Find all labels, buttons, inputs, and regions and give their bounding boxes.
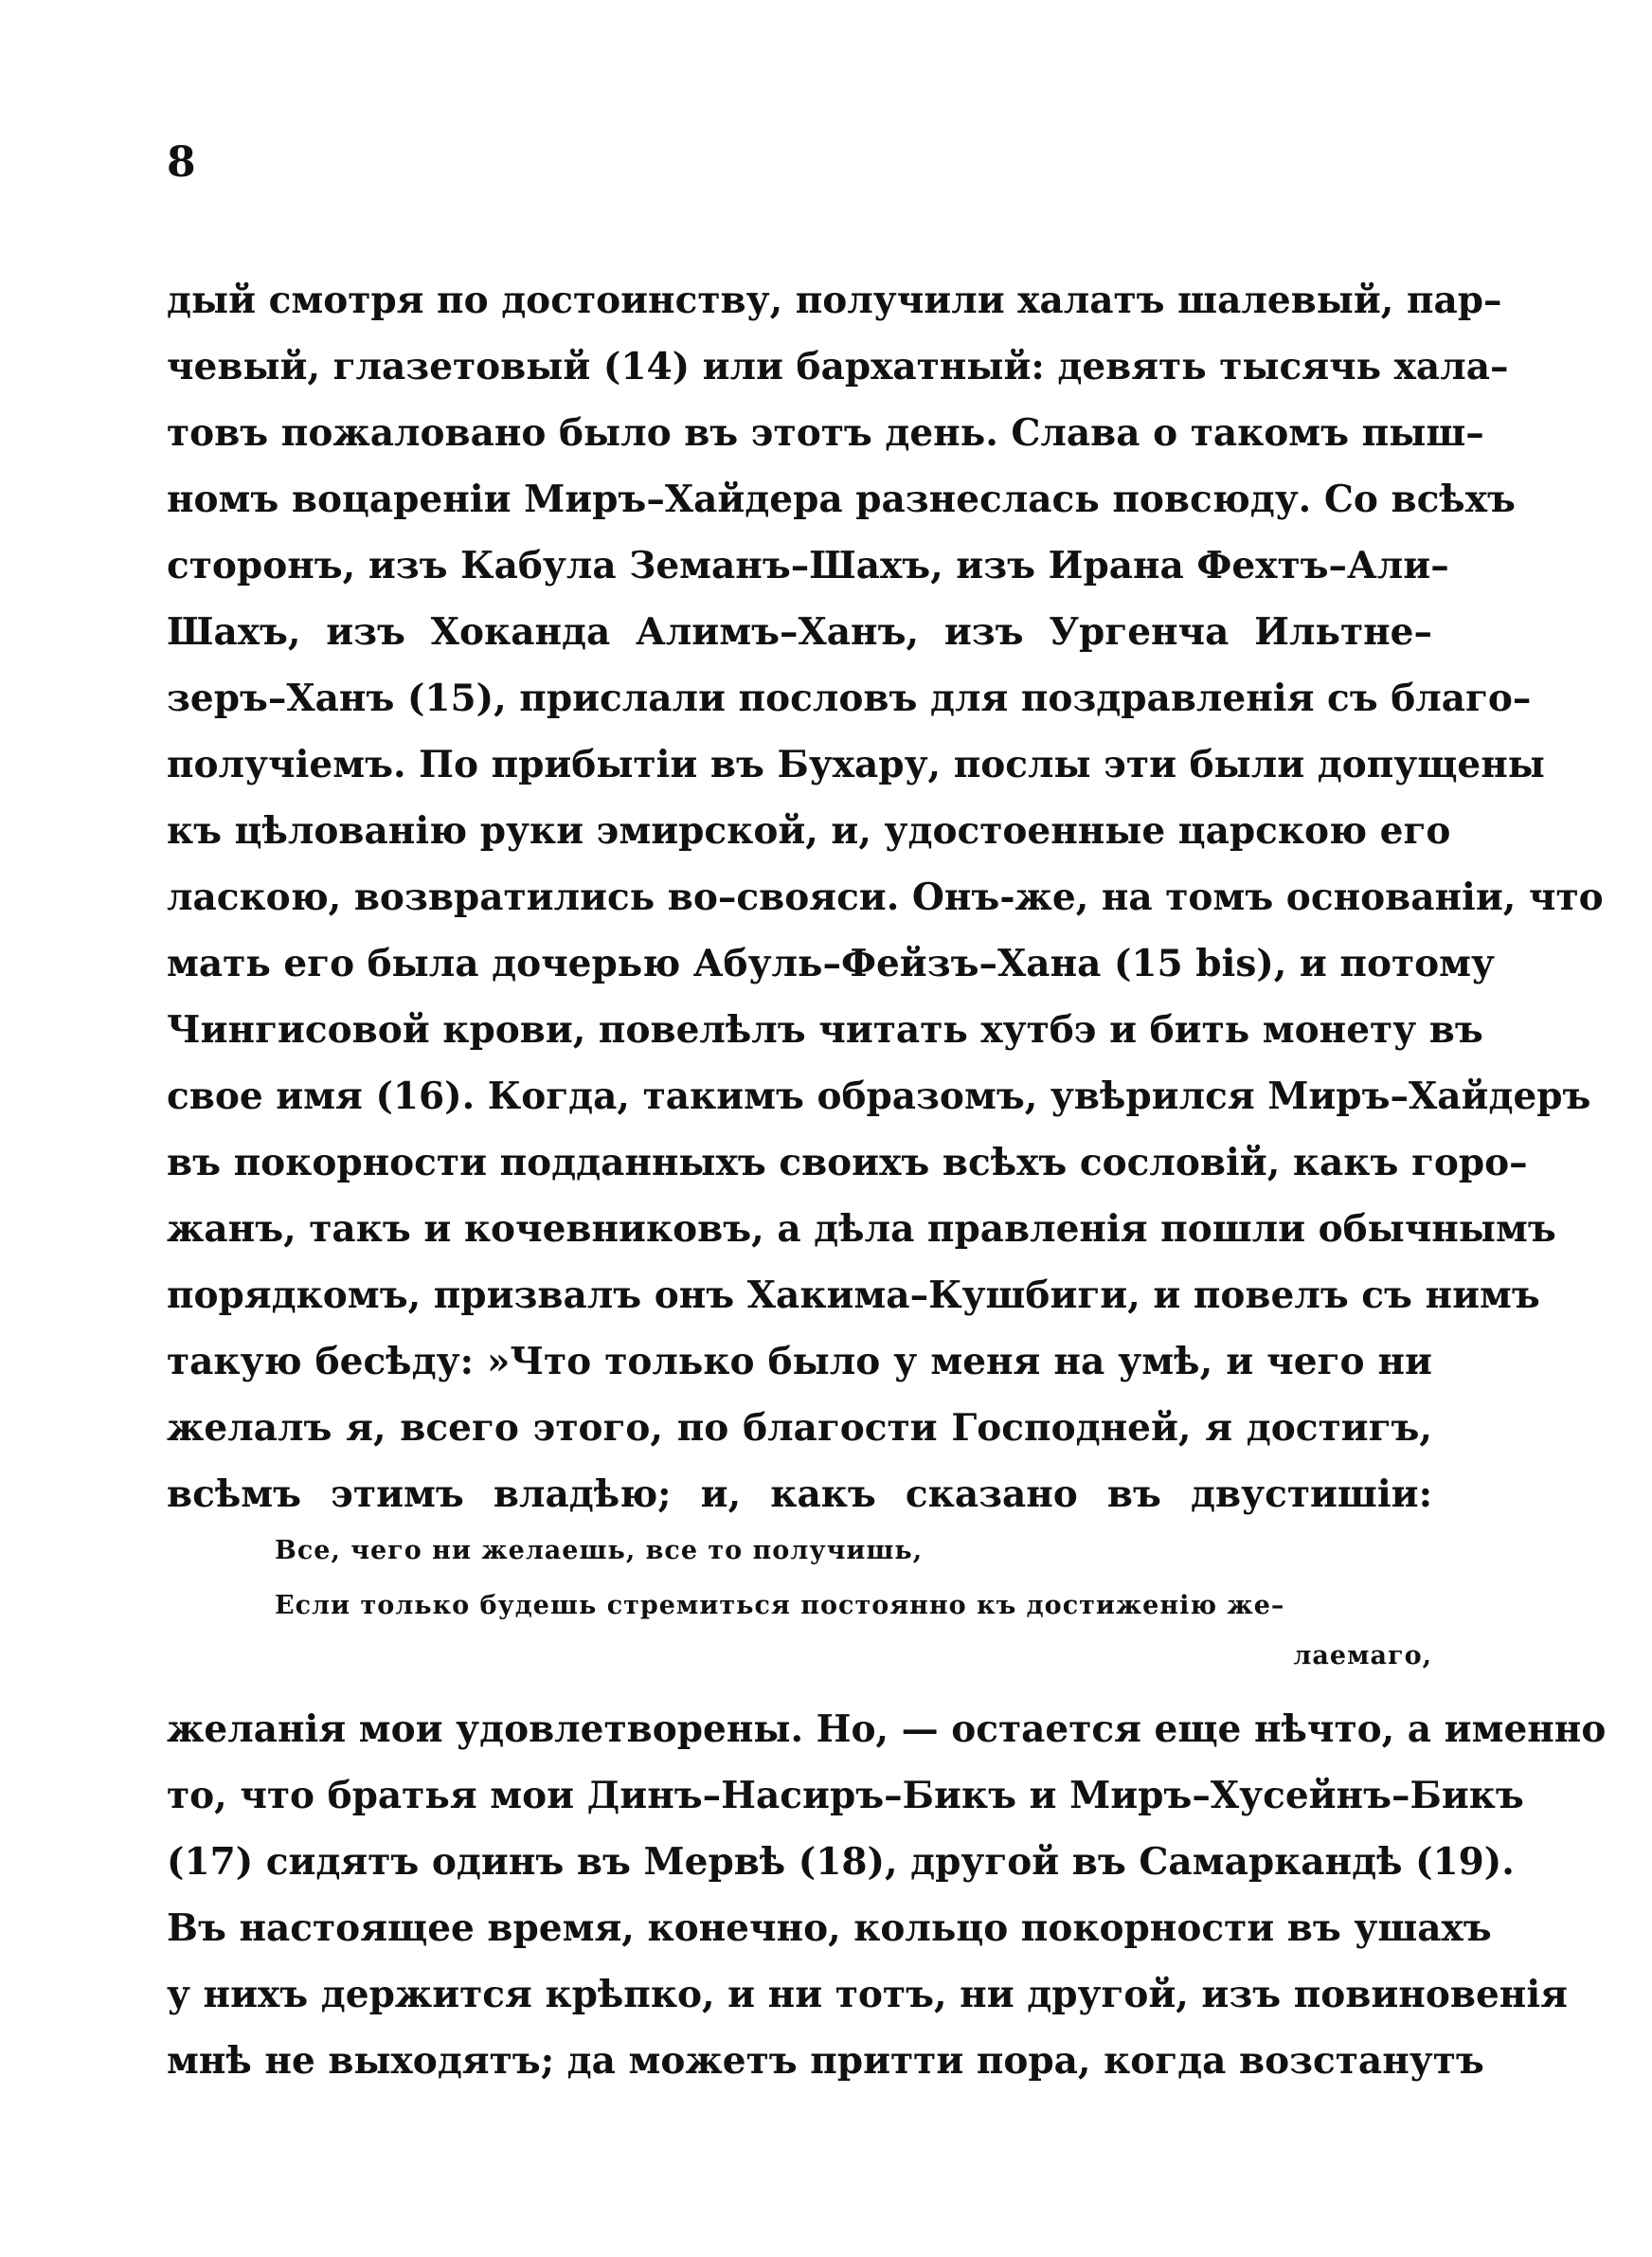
- text-line: Чингисовой крови, повелѣлъ читать хутбэ и бить монету въ: [167, 1008, 1483, 1052]
- text-line: то, что братья мои Динъ–Насиръ–Бикъ и Миръ–Хусейнъ–Бикъ: [167, 1774, 1524, 1817]
- verse-line-2-text: Если только будешь стремиться постоянно къ достиженію же–: [275, 1591, 1285, 1620]
- verse-line-2-continuation: лаемаго,: [1293, 1641, 1432, 1670]
- text-line: номъ воцареніи Миръ–Хайдера разнеслась повсюду. Со всѣхъ: [167, 478, 1516, 521]
- text-line: (17) сидятъ одинъ въ Мервѣ (18), другой въ Самаркандѣ (19).: [167, 1840, 1515, 1884]
- body-paragraph-2: [167, 1696, 1607, 2094]
- text-line: ласкою, возвратились во–свояси. Онъ-же, на томъ основаніи, что: [167, 876, 1604, 919]
- text-line: мнѣ не выходятъ; да можетъ притти пора, когда возстанутъ: [167, 2039, 1484, 2083]
- text-line: желалъ я, всего этого, по благости Господней, я достигъ,: [167, 1406, 1432, 1450]
- text-line: желанія мои удовлетворены. Но, — остается еще нѣчто, а именно: [167, 1707, 1607, 1751]
- text-line: дый смотря по достоинству, получили халатъ шалевый, пар–: [167, 279, 1502, 322]
- text-line: къ цѣлованію руки эмирской, и, удостоенные царскою его: [167, 809, 1451, 853]
- text-line: въ покорности подданныхъ своихъ всѣхъ сословій, какъ горо–: [167, 1141, 1528, 1184]
- text-line: у нихъ держится крѣпко, и ни тотъ, ни другой, изъ повиновенія: [167, 1973, 1568, 2016]
- text-line: чевый, глазетовый (14) или бархатный: девять тысячь хала–: [167, 345, 1509, 388]
- text-line: всѣмъ этимъ владѣю; и, какъ сказано въ двустишіи:: [167, 1472, 1432, 1516]
- text-line: мать его была дочерью Абуль–Фейзъ–Хана (15 bis), и потому: [167, 942, 1496, 985]
- text-line: порядкомъ, призвалъ онъ Хакима–Кушбиги, и повелъ съ нимъ: [167, 1273, 1540, 1317]
- text-line: такую бесѣду: »Что только было у меня на умѣ, и чего ни: [167, 1340, 1432, 1383]
- text-line: Шахъ, изъ Хоканда Алимъ–Ханъ, изъ Ургенча Ильтне–: [167, 610, 1432, 654]
- text-line: товъ пожаловано было въ этотъ день. Слава о такомъ пыш–: [167, 411, 1484, 455]
- text-line: свое имя (16). Когда, такимъ образомъ, увѣрился Миръ–Хайдеръ: [167, 1074, 1591, 1118]
- text-line: сторонъ, изъ Кабула Земанъ–Шахъ, изъ Ирана Фехтъ–Али–: [167, 544, 1449, 587]
- text-line: получіемъ. По прибытіи въ Бухару, послы эти были допущены: [167, 743, 1545, 786]
- body-paragraph-1: [167, 267, 1604, 1527]
- page-number: 8: [167, 138, 196, 187]
- text-line: Въ настоящее время, конечно, кольцо покорности въ ушахъ: [167, 1906, 1492, 1950]
- text-line: зеръ–Ханъ (15), прислали пословъ для поздравленія съ благо–: [167, 677, 1532, 720]
- verse-line-2: [275, 1579, 1432, 1679]
- text-line: жанъ, такъ и кочевниковъ, а дѣла правленія пошли обычнымъ: [167, 1207, 1556, 1251]
- verse-line-1: Все, чего ни желаешь, все то получишь,: [275, 1536, 924, 1565]
